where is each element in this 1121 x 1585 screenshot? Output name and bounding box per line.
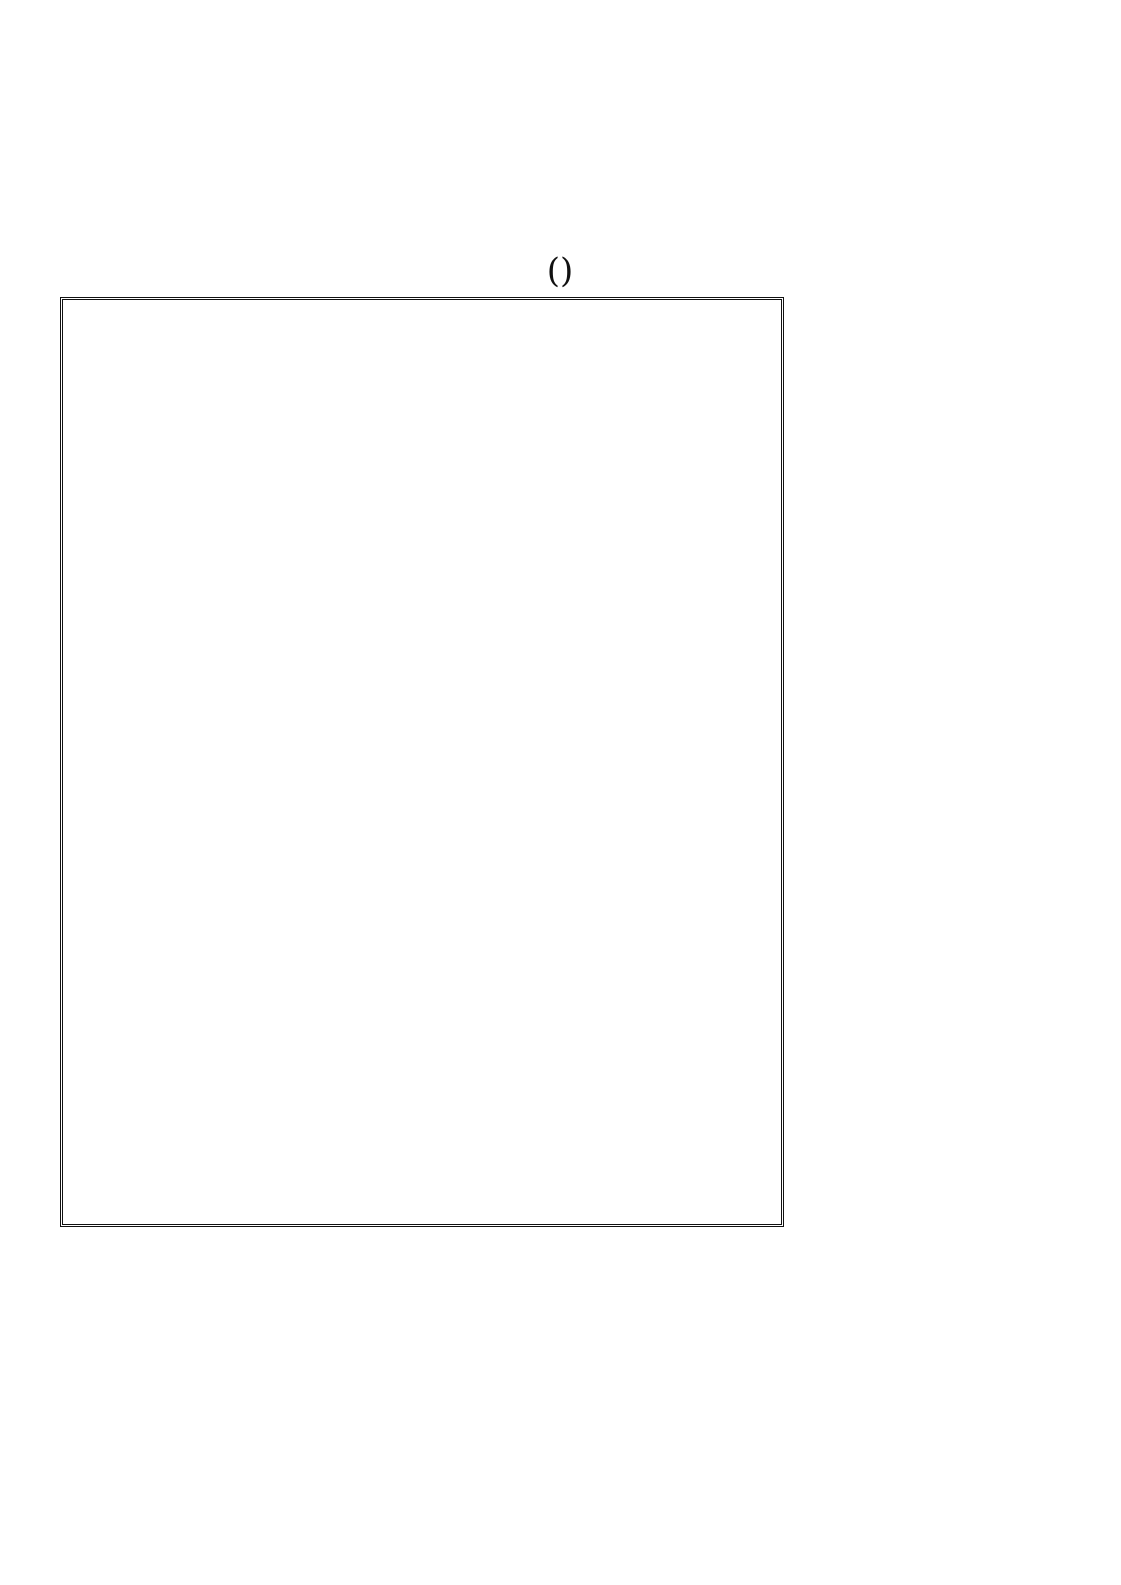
text-line — [75, 343, 769, 376]
text-line — [75, 673, 769, 706]
text-line — [60, 195, 1060, 220]
text-line — [60, 120, 1060, 145]
text-line — [75, 607, 769, 640]
text-line — [60, 1372, 1060, 1407]
margin-line — [790, 1158, 1062, 1191]
heading-right-text — [680, 224, 1060, 249]
margin-line — [790, 1191, 1062, 1224]
text-line — [75, 442, 769, 475]
margin-line — [790, 498, 1062, 531]
margin-line — [790, 597, 1062, 630]
text-line — [60, 1302, 1060, 1337]
margin-line — [790, 960, 1062, 993]
text-line — [75, 937, 769, 970]
text-line — [75, 1168, 769, 1201]
text-line — [75, 376, 769, 409]
section-heading-row — [60, 251, 1060, 291]
text-line — [60, 170, 1060, 195]
margin-line — [790, 564, 1062, 597]
margin-line — [790, 993, 1062, 1026]
margin-line — [790, 1092, 1062, 1125]
margin-line — [790, 1125, 1062, 1158]
text-line — [60, 1232, 1060, 1267]
text-line — [75, 739, 769, 772]
text-line — [75, 1003, 769, 1036]
margin-line — [790, 762, 1062, 795]
text-line — [60, 1337, 1060, 1372]
margin-line — [790, 861, 1062, 894]
margin-line — [790, 432, 1062, 465]
top-text-block — [60, 45, 1060, 291]
text-line — [75, 541, 769, 574]
margin-line — [790, 795, 1062, 828]
text-line — [75, 409, 769, 442]
text-line — [75, 1102, 769, 1135]
text-line — [75, 706, 769, 739]
text-line — [75, 1036, 769, 1069]
text-line — [75, 904, 769, 937]
margin-line — [790, 366, 1062, 399]
text-line — [75, 1135, 769, 1168]
text-line — [75, 970, 769, 1003]
margin-line — [790, 465, 1062, 498]
page-number-cartouche: ( ) — [546, 251, 574, 291]
text-line — [75, 772, 769, 805]
text-line — [60, 45, 1060, 70]
text-line — [60, 145, 1060, 170]
margin-line — [790, 300, 1062, 333]
margin-line — [790, 1059, 1062, 1092]
section-right-text — [630, 258, 1060, 283]
chapter-title — [460, 224, 670, 249]
margin-line — [790, 927, 1062, 960]
margin-line — [790, 663, 1062, 696]
text-line — [75, 805, 769, 838]
text-line — [75, 838, 769, 871]
text-line — [60, 1512, 1060, 1547]
section-left-text — [60, 258, 450, 283]
text-line — [75, 1201, 769, 1234]
margin-line — [790, 630, 1062, 663]
text-line — [60, 1267, 1060, 1302]
margin-line — [790, 729, 1062, 762]
text-line — [75, 475, 769, 508]
margin-line — [790, 333, 1062, 366]
chapter-heading-row — [60, 220, 1060, 254]
text-line — [75, 310, 769, 343]
bottom-text-block — [60, 1232, 1060, 1582]
margin-line — [790, 696, 1062, 729]
text-line — [60, 70, 1060, 95]
text-line — [75, 640, 769, 673]
margin-commentary-column — [790, 300, 1062, 1224]
text-line — [60, 1442, 1060, 1477]
text-line — [75, 871, 769, 904]
text-line — [60, 1477, 1060, 1512]
margin-line — [790, 828, 1062, 861]
text-line — [60, 1407, 1060, 1442]
text-line — [75, 508, 769, 541]
heading-left-text — [60, 224, 440, 249]
main-text-frame — [60, 297, 784, 1227]
margin-line — [790, 894, 1062, 927]
margin-line — [790, 1026, 1062, 1059]
margin-line — [790, 399, 1062, 432]
text-line — [75, 1069, 769, 1102]
text-line — [60, 95, 1060, 120]
text-line — [60, 1547, 1060, 1582]
margin-line — [790, 531, 1062, 564]
text-line — [75, 574, 769, 607]
